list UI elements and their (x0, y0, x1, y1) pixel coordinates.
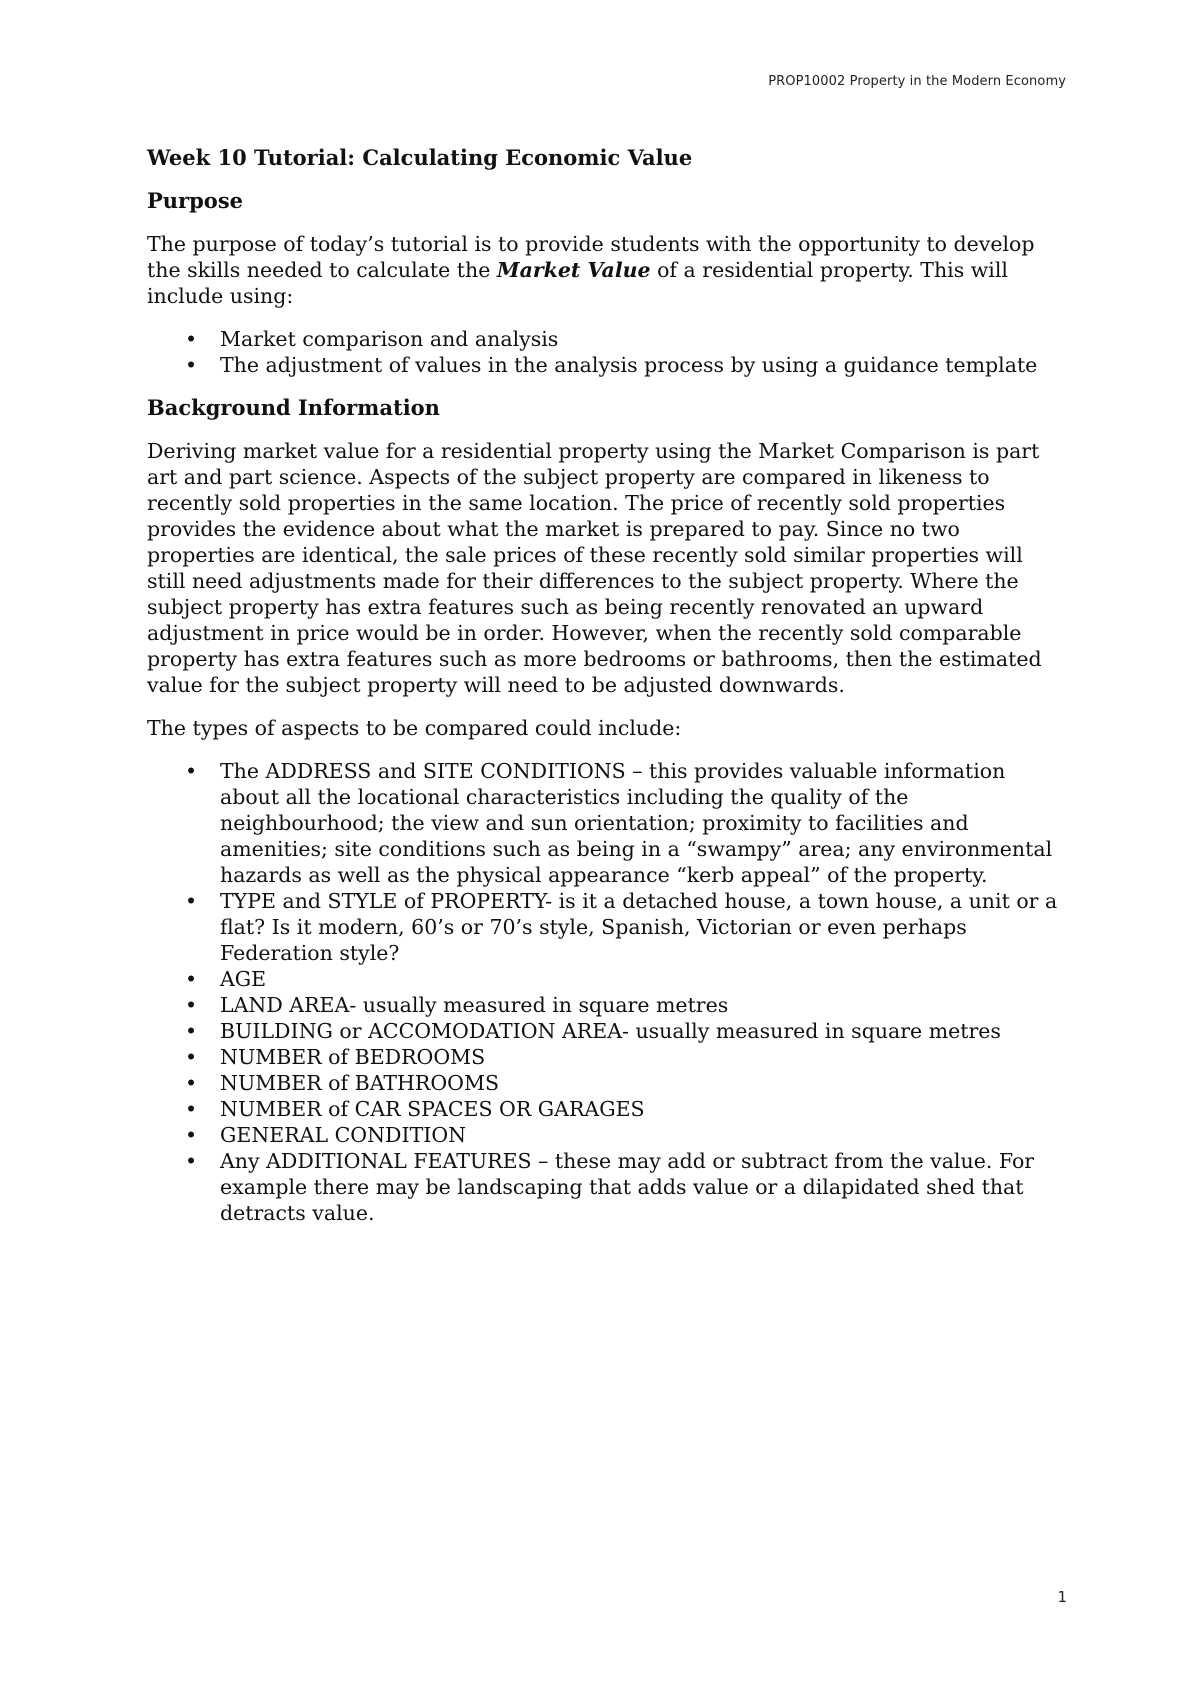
list-item (147, 1122, 1067, 1148)
list-item (147, 966, 1067, 992)
list-item-text: BUILDING or ACCOMODATION AREA- usually measured in square metres (220, 1019, 1001, 1043)
bullet-icon: • (185, 1097, 198, 1121)
list-item (147, 1070, 1067, 1096)
bullet-icon: • (185, 759, 198, 783)
list-item (147, 992, 1067, 1018)
list-item-text: LAND AREA- usually measured in square metres (220, 993, 729, 1017)
document-title: Week 10 Tutorial: Calculating Economic Value (147, 145, 693, 170)
list-item (147, 1096, 1067, 1122)
list-item-text: The adjustment of values in the analysis process by using a guidance template (220, 353, 1038, 377)
bullet-icon: • (185, 1149, 198, 1173)
list-item (147, 1148, 1067, 1226)
list-item-text: NUMBER of BATHROOMS (220, 1071, 500, 1095)
purpose-list (147, 326, 1067, 378)
bullet-icon: • (185, 1045, 198, 1069)
list-item (147, 758, 1067, 888)
bullet-icon: • (185, 353, 198, 377)
purpose-paragraph (147, 231, 1067, 309)
purpose-heading: Purpose (147, 188, 243, 213)
market-value-emphasis: Market Value (496, 258, 651, 282)
purpose-text-end: of a residential property. This will include using: (147, 258, 1008, 308)
page-number: 1 (1057, 1588, 1067, 1606)
list-item (147, 1044, 1067, 1070)
bullet-icon: • (185, 1123, 198, 1147)
document-body (147, 145, 1067, 1243)
bullet-icon: • (185, 1071, 198, 1095)
list-item (147, 888, 1067, 966)
page-header: PROP10002 Property in the Modern Economy (768, 74, 1066, 89)
aspects-list (147, 758, 1067, 1226)
aspects-intro: The types of aspects to be compared could include: (147, 716, 682, 740)
list-item-text: GENERAL CONDITION (220, 1123, 467, 1147)
list-item (147, 1018, 1067, 1044)
list-item-text: Any ADDITIONAL FEATURES – these may add or subtract from the value. For example there may be landscaping that adds value or a dilapidated shed that detracts value. (220, 1149, 1035, 1225)
list-item (147, 326, 1067, 352)
bullet-icon: • (185, 993, 198, 1017)
bullet-icon: • (185, 889, 198, 913)
list-item-text: Market comparison and analysis (220, 327, 559, 351)
purpose-text-start: The purpose of today’s tutorial is to provide students with the opportunity to develop the skills needed to calculate the (147, 232, 1035, 282)
list-item-text: NUMBER of BEDROOMS (220, 1045, 486, 1069)
list-item-text: NUMBER of CAR SPACES OR GARAGES (220, 1097, 645, 1121)
list-item-text: The ADDRESS and SITE CONDITIONS – this provides valuable information about all the locational characteristics including the quality of the neighbourhood; the view and sun orientation; proximity to facilities and amenities; site conditions such as being in a “swampy” area; any environmental hazards as well as the physical appearance “kerb appeal” of the property. (220, 759, 1053, 887)
background-paragraph: Deriving market value for a residential property using the Market Comparison is part art and part science. Aspects of the subject property are compared in likeness to recently sold properties in the same location. The price of recently sold properties provides the evidence about what the market is prepared to pay. Since no two properties are identical, the sale prices of these recently sold similar properties will still need adjustments made for their differences to the subject property. Where the subject property has extra features such as being recently renovated an upward adjustment in price would be in order. However, when the recently sold comparable property has extra features such as more bedrooms or bathrooms, then the estimated value for the subject property will need to be adjusted downwards. (147, 439, 1042, 697)
bullet-icon: • (185, 327, 198, 351)
bullet-icon: • (185, 1019, 198, 1043)
list-item (147, 352, 1067, 378)
list-item-text: TYPE and STYLE of PROPERTY- is it a detached house, a town house, a unit or a flat? Is it modern, 60’s or 70’s style, Spanish, Victorian or even perhaps Federation style? (220, 889, 1058, 965)
background-heading: Background Information (147, 395, 440, 420)
list-item-text: AGE (220, 967, 267, 991)
bullet-icon: • (185, 967, 198, 991)
